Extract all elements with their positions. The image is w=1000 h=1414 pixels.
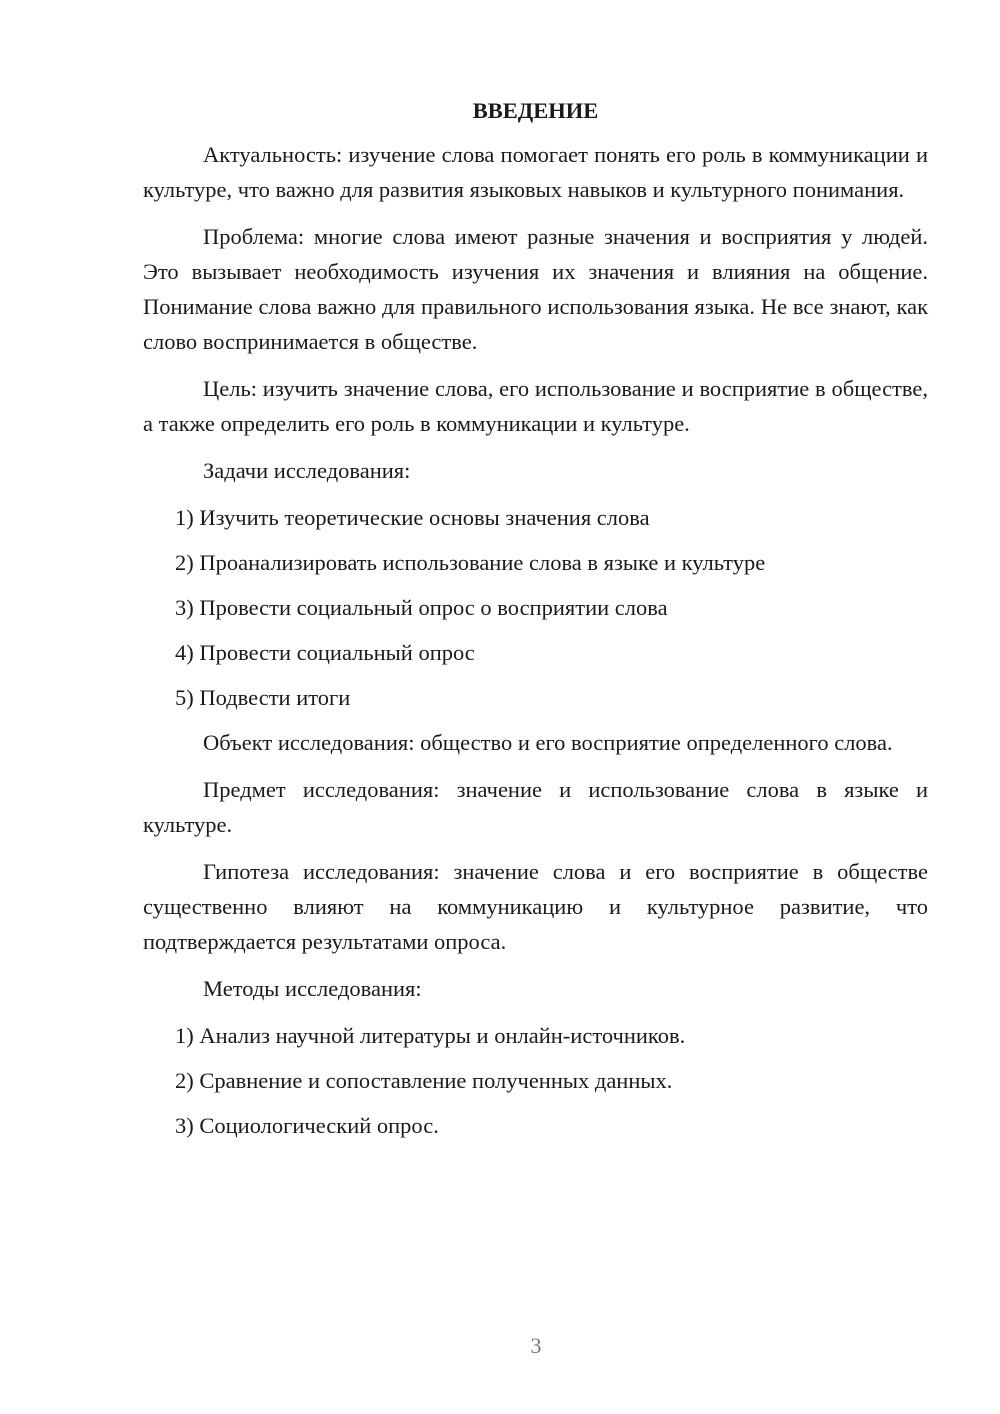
- list-item: 1) Анализ научной литературы и онлайн-источников.: [175, 1023, 686, 1048]
- paragraph-object: Объект исследования: общество и его восприятие определенного слова.: [203, 730, 893, 755]
- paragraph-relevance: Актуальность: изучение слова помогает понять его роль в коммуникации и культуре, что важно для развития языковых навыков и культурного понимания.: [143, 142, 928, 202]
- paragraph-hypothesis: Гипотеза исследования: значение слова и его восприятие в обществе существенно влияют на коммуникацию и культурное развитие, что подтверждается результатами опроса.: [143, 859, 928, 954]
- list-item: 3) Провести социальный опрос о восприятии слова: [175, 595, 668, 620]
- list-item: 2) Сравнение и сопоставление полученных данных.: [175, 1068, 673, 1093]
- page-content: [143, 95, 928, 1153]
- list-item: 1) Изучить теоретические основы значения слова: [175, 505, 650, 530]
- methods-list: [143, 1018, 928, 1143]
- tasks-list: [143, 500, 928, 715]
- list-item: 4) Провести социальный опрос: [175, 640, 475, 665]
- methods-heading: Методы исследования:: [203, 976, 422, 1001]
- tasks-heading: Задачи исследования:: [203, 458, 411, 483]
- page-number: 3: [530, 1333, 542, 1358]
- paragraph-subject: Предмет исследования: значение и использование слова в языке и культуре.: [143, 777, 928, 837]
- section-title: ВВЕДЕНИЕ: [472, 98, 599, 123]
- list-item: 5) Подвести итоги: [175, 685, 351, 710]
- list-item: 2) Проанализировать использование слова в языке и культуре: [175, 550, 766, 575]
- list-item: 3) Социологический опрос.: [175, 1113, 439, 1138]
- paragraph-problem: Проблема: многие слова имеют разные значения и восприятия у людей. Это вызывает необходимость изучения их значения и влияния на общение. Понимание слова важно для правильного использования языка. Не все знают, как слово воспринимается в обществе.: [143, 224, 928, 354]
- paragraph-goal: Цель: изучить значение слова, его использование и восприятие в обществе, а также определить его роль в коммуникации и культуре.: [143, 376, 928, 436]
